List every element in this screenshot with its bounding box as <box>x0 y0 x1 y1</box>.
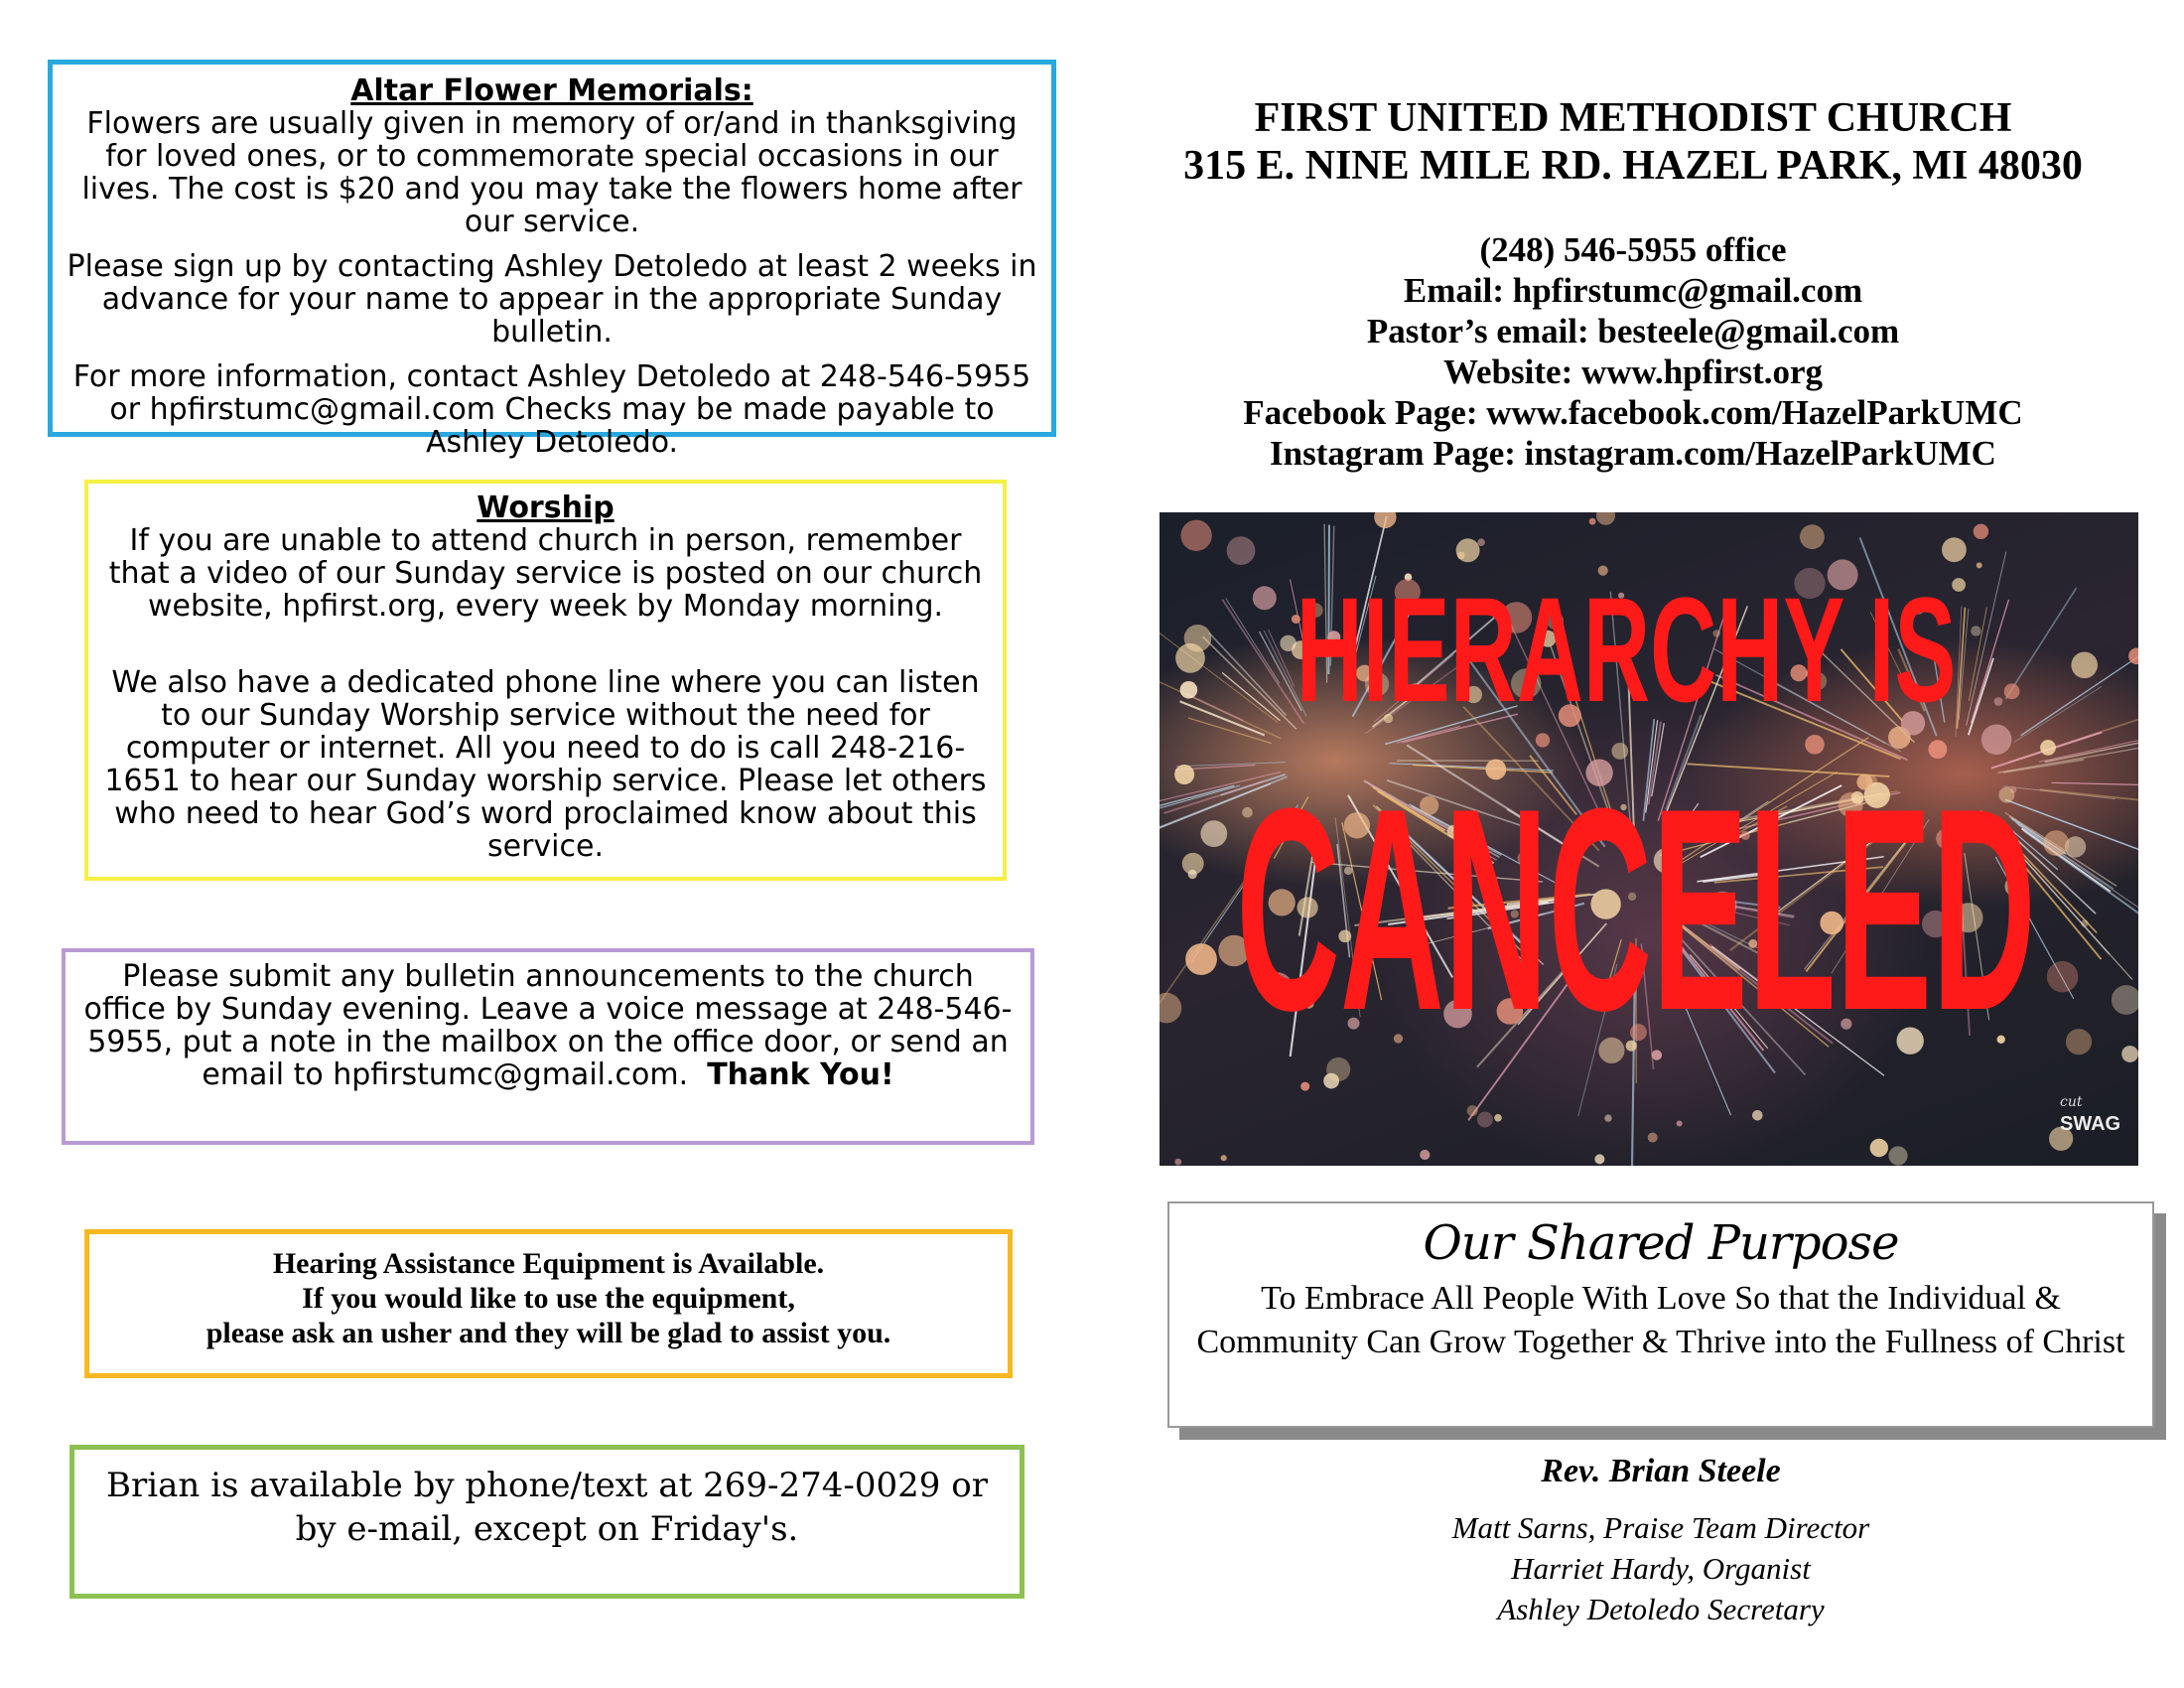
bokeh-light <box>1227 536 1256 565</box>
bokeh-light <box>1160 993 1181 1024</box>
pastor-availability-text: Brian is available by phone/text at 269-274-0029 or by e-mail, except on Friday's. <box>106 1466 988 1549</box>
church-website: Website: www.hpfirst.org <box>1442 352 1824 391</box>
bokeh-light <box>2004 683 2020 699</box>
staff-section <box>1167 1450 2154 1629</box>
worship-paragraph-2: We also have a dedicated phone line where you can listen to our Sunday Worship service without the need for computer or internet. All you need to do is call 248-216-1651 to hear our Sunday worship service. Please let others who need to hear God’s word proclaimed know about this service. <box>104 665 987 864</box>
pastor-email: Pastor’s email: besteele@gmail.com <box>1366 312 1900 351</box>
spark-streak <box>1209 633 1287 715</box>
bokeh-light <box>1800 524 1825 549</box>
bokeh-light <box>1174 765 1194 784</box>
bokeh-light <box>2121 1046 2138 1062</box>
bokeh-light <box>1888 1146 1907 1165</box>
bokeh-light <box>2047 961 2079 993</box>
bokeh-light <box>1604 1114 1611 1121</box>
worship-paragraph-1: If you are unable to attend church in person, remember that a video of our Sunday service is posted on our church website, hpfirst.org, every week by Monday morning. <box>108 523 983 624</box>
church-name: FIRST UNITED METHODIST CHURCH <box>1254 95 2012 141</box>
pastor-name: Rev. Brian Steele <box>1541 1453 1781 1489</box>
bokeh-light <box>2112 985 2138 1015</box>
staff-member: Ashley Detoledo Secretary <box>1497 1592 1825 1626</box>
fireworks-image <box>1160 512 2138 1166</box>
bokeh-light <box>1477 538 1485 546</box>
worship-title: Worship <box>477 491 614 525</box>
spark-streak <box>1180 701 1265 735</box>
shared-purpose-text: To Embrace All People With Love So that the Individual & Community Can Grow Together & Thrive into the Fullness of Christ <box>1196 1280 2125 1360</box>
bulletin-submission-text <box>77 960 1019 1091</box>
altar-paragraph-3: For more information, contact Ashley Detoledo at 248-546-5955 or hpfirstumc@gmail.com Checks may be made payable to Ashley Detoledo. <box>72 359 1031 460</box>
bokeh-light <box>1596 512 1615 525</box>
bokeh-light <box>1870 1139 1888 1157</box>
staff-member: Harriet Hardy, Organist <box>1511 1551 1811 1586</box>
thank-you-text: Thank You! <box>707 1057 894 1092</box>
hearing-line-2: If you would like to use the equipment, <box>302 1282 795 1315</box>
altar-flower-memorials-box <box>48 60 1056 460</box>
hearing-assistance-box <box>84 1229 1013 1378</box>
bokeh-light <box>1942 537 1967 562</box>
bokeh-light <box>2040 740 2056 756</box>
church-email: Email: hpfirstumc@gmail.com <box>1403 271 1863 310</box>
bokeh-light <box>1536 733 1550 747</box>
bokeh-light <box>1494 1114 1502 1122</box>
bokeh-light <box>1188 870 1197 879</box>
bokeh-light <box>1974 524 1988 539</box>
bokeh-light <box>1174 1159 1181 1166</box>
pastor-availability-box <box>69 1445 1024 1599</box>
spark-streak <box>2005 588 2076 699</box>
spark-streak <box>2039 714 2138 762</box>
altar-title: Altar Flower Memorials: <box>350 73 753 108</box>
bokeh-light <box>1300 1082 1309 1091</box>
bokeh-light <box>1977 562 1982 568</box>
office-phone: (248) 546-5955 office <box>1479 230 1787 269</box>
bokeh-light <box>2071 652 2098 679</box>
bokeh-light <box>1374 512 1396 528</box>
bokeh-light <box>1994 697 2003 706</box>
bokeh-light <box>1253 586 1277 610</box>
spark-streak <box>1226 598 1280 683</box>
bokeh-light <box>1200 820 1227 847</box>
bokeh-light <box>1477 1112 1493 1128</box>
bokeh-light <box>1594 1154 1604 1164</box>
hearing-line-1: Hearing Assistance Equipment is Available. <box>272 1247 825 1280</box>
church-header <box>1112 94 2154 474</box>
bokeh-light <box>2066 1029 2092 1055</box>
watermark-bottom: SWAG <box>2060 1113 2121 1135</box>
bokeh-light <box>1589 518 1596 525</box>
bokeh-light <box>1180 520 1211 551</box>
instagram-page: Instagram Page: instagram.com/HazelParkUMC <box>1270 434 1996 473</box>
bokeh-light <box>1420 1150 1430 1160</box>
watermark-top: cut <box>2060 1094 2083 1110</box>
shared-purpose-box <box>1167 1201 2154 1428</box>
bokeh-light <box>1648 1133 1658 1143</box>
spark-streak <box>1222 672 1280 720</box>
bokeh-light <box>1184 625 1212 652</box>
submission-body: Please submit any bulletin announcements to the church office by Sunday evening. Leave a voice message at 248-546-5955, put a note in the mailbox on the office door, or send an email to hpfirstumc@gmail.com. <box>83 959 1013 1092</box>
bokeh-light <box>1221 1155 1227 1161</box>
canceled-text: CANCELED <box>1236 747 2036 1070</box>
facebook-page: Facebook Page: www.facebook.com/HazelParkUMC <box>1243 393 2023 432</box>
bokeh-light <box>1752 1110 1763 1121</box>
bokeh-light <box>1467 1105 1478 1116</box>
spark-streak <box>2014 686 2102 742</box>
worship-box <box>84 480 1007 881</box>
contact-list <box>1112 229 2154 474</box>
altar-paragraph-2: Please sign up by contacting Ashley Detoledo at least 2 weeks in advance for your name to appear in the appropriate Sunday bulletin. <box>67 249 1037 350</box>
spark-streak <box>2052 782 2138 786</box>
bokeh-light <box>2043 830 2069 856</box>
fireworks-graphic <box>1160 512 2138 1166</box>
bokeh-light <box>1180 681 1198 699</box>
shared-purpose-title: Our Shared Purpose <box>1423 1215 1899 1271</box>
bulletin-submission-box <box>62 948 1034 1145</box>
bokeh-light <box>1456 538 1480 562</box>
hearing-line-3: please ask an usher and they will be glad to assist you. <box>205 1317 891 1349</box>
church-address: 315 E. NINE MILE RD. HAZEL PARK, MI 48030 <box>1183 143 2083 189</box>
hierarchy-is-text: HIERARCHY IS <box>1296 567 1957 734</box>
bokeh-light <box>1185 943 1217 975</box>
bokeh-light <box>2081 919 2088 926</box>
spark-streak <box>1969 658 1993 736</box>
staff-member: Matt Sarns, Praise Team Director <box>1451 1510 1870 1545</box>
bokeh-light <box>1280 635 1296 651</box>
bokeh-light <box>1971 626 1980 635</box>
bokeh-light <box>1677 1121 1683 1127</box>
staff-list <box>1167 1507 2154 1629</box>
altar-paragraph-1: Flowers are usually given in memory of or/and in thanksgiving for loved ones, or to commemorate special occasions in our lives. The cost is $20 and you may take the flowers home after our service. <box>81 106 1023 239</box>
